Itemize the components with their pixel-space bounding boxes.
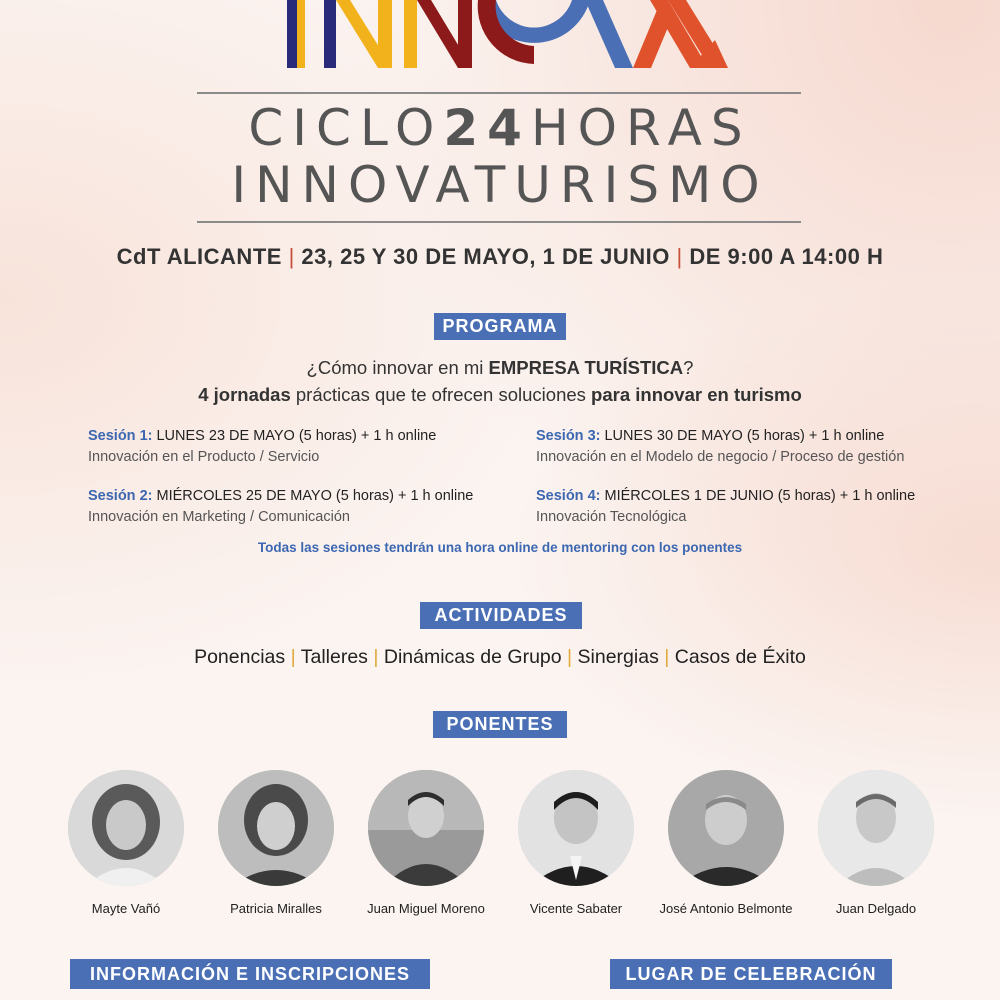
speaker-name: Vicente Sabater xyxy=(529,901,623,916)
programa-tag: PROGRAMA xyxy=(434,313,566,340)
activities-list: Ponencias | Talleres | Dinámicas de Grupo | Sinergias | Casos de Éxito xyxy=(194,646,806,668)
speaker-card xyxy=(196,770,356,916)
title-line-1: CICLO24HORAS xyxy=(248,99,752,157)
activity-item: Dinámicas de Grupo xyxy=(383,646,562,668)
mentoring-note: Todas las sesiones tendrán una hora online de mentoring con los ponentes xyxy=(257,540,743,555)
speaker-photo xyxy=(218,770,334,886)
event-dates: 23, 25 Y 30 DE MAYO, 1 DE JUNIO xyxy=(301,244,670,269)
programa-question: ¿Cómo innovar en mi EMPRESA TURÍSTICA? xyxy=(306,357,694,378)
speaker-photo xyxy=(68,770,184,886)
activity-item: Ponencias xyxy=(194,646,286,668)
speaker-name: Juan Delgado xyxy=(835,901,917,916)
speaker-name: Juan Miguel Moreno xyxy=(367,901,485,916)
speaker-card xyxy=(496,770,656,916)
session-1: Sesión 1: LUNES 23 DE MAYO (5 horas) + 1 h online Innovación en el Producto / Servicio xyxy=(88,428,437,465)
title-rule-bottom xyxy=(197,221,801,223)
separator: | xyxy=(288,244,295,269)
activity-item: Talleres xyxy=(300,646,368,668)
speaker-card xyxy=(646,770,806,916)
speaker-name: José Antonio Belmonte xyxy=(659,901,793,916)
info-registration-tag: INFORMACIÓN E INSCRIPCIONES xyxy=(70,959,430,989)
event-place: CdT ALICANTE xyxy=(116,244,282,269)
venue-tag: LUGAR DE CELEBRACIÓN xyxy=(610,959,892,989)
speaker-photo xyxy=(368,770,484,886)
event-info xyxy=(0,244,1000,270)
speaker-card xyxy=(46,770,206,916)
session-3: Sesión 3: LUNES 30 DE MAYO (5 horas) + 1 h online Innovación en el Modelo de negocio / Proceso de gestión xyxy=(536,428,905,465)
session-4: Sesión 4: MIÉRCOLES 1 DE JUNIO (5 horas) + 1 h online Innovación Tecnológica xyxy=(536,488,916,525)
actividades-tag: ACTIVIDADES xyxy=(420,602,582,629)
activity-item: Sinergias xyxy=(577,646,659,668)
session-2: Sesión 2: MIÉRCOLES 25 DE MAYO (5 horas) + 1 h online Innovación en Marketing / Comunicación xyxy=(88,488,474,525)
title-line-2: INNOVATURISMO xyxy=(231,156,769,214)
title-rule-top xyxy=(197,92,801,94)
event-time: DE 9:00 A 14:00 H xyxy=(689,244,884,269)
speaker-photo xyxy=(518,770,634,886)
speaker-photo xyxy=(668,770,784,886)
speaker-name: Mayte Vañó xyxy=(91,901,161,916)
speaker-card xyxy=(346,770,506,916)
innova-logo xyxy=(0,0,1000,75)
speaker-photo xyxy=(818,770,934,886)
activity-item: Casos de Éxito xyxy=(674,646,806,668)
speaker-name: Patricia Miralles xyxy=(230,901,322,916)
speaker-card xyxy=(796,770,956,916)
ponentes-tag: PONENTES xyxy=(433,711,567,738)
programa-subtitle: 4 jornadas prácticas que te ofrecen soluciones para innovar en turismo xyxy=(198,384,802,405)
separator: | xyxy=(676,244,683,269)
